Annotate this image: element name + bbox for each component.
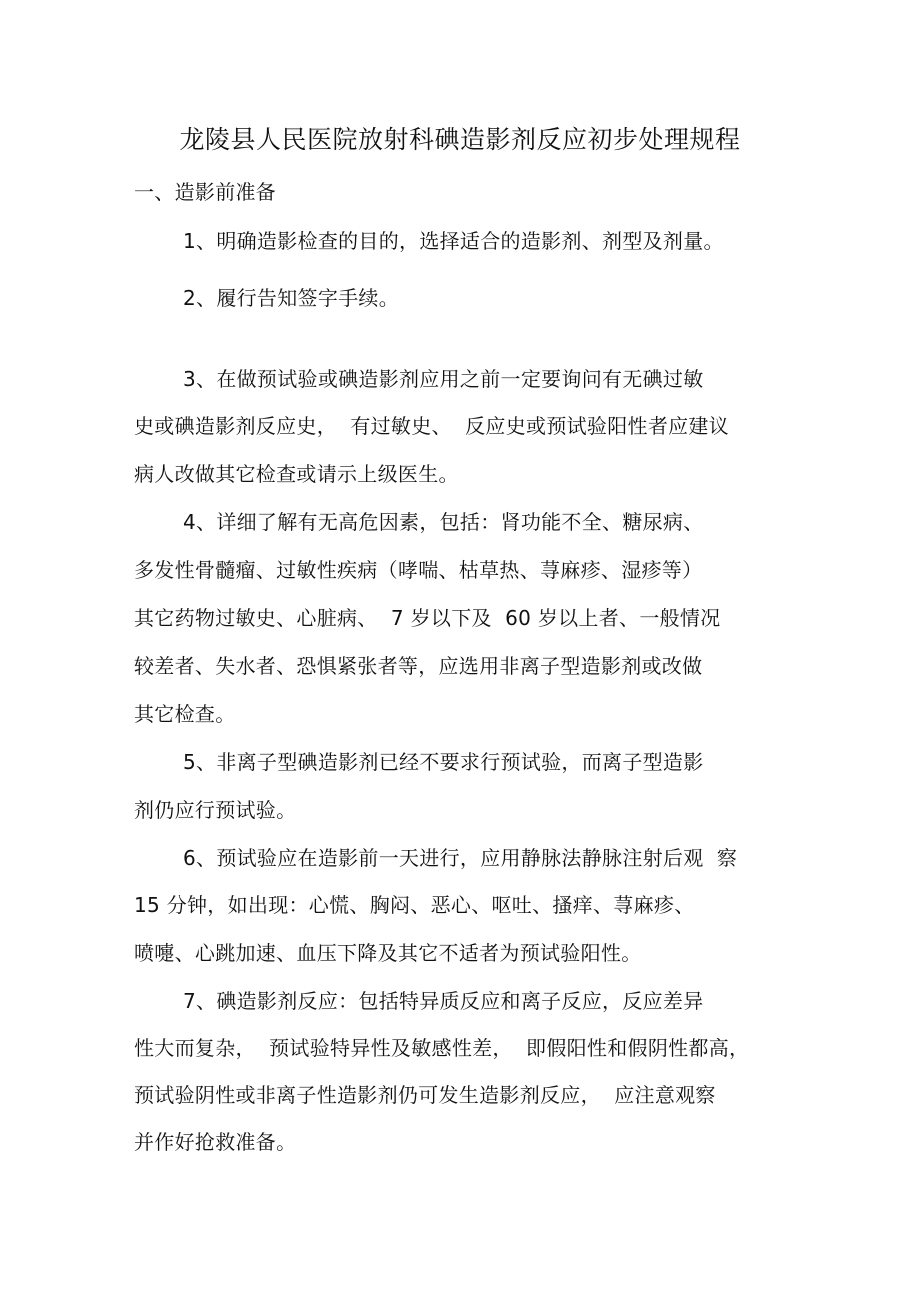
- item-2-line-1: 2、履行告知签字手续。: [183, 286, 400, 310]
- item-4-line-1: 4、详细了解有无高危因素，包括：肾功能不全、糖尿病、: [183, 510, 704, 534]
- item-4-line-5: 其它检查。: [134, 702, 236, 726]
- item-6-line-3: 喷嚏、心跳加速、血压下降及其它不适者为预试验阳性。: [134, 941, 642, 965]
- section-heading: 一、造影前准备: [134, 180, 277, 204]
- item-3-line-3: 病人改做其它检查或请示上级医生。: [134, 462, 459, 486]
- item-7-line-4: 并作好抢救准备。: [134, 1130, 297, 1154]
- item-6-line-1: 6、预试验应在造影前一天进行，应用静脉法静脉注射后观 察: [183, 846, 738, 870]
- item-7-line-1: 7、碘造影剂反应：包括特异质反应和离子反应，反应差异: [183, 989, 704, 1013]
- item-3-line-2: 史或碘造影剂反应史， 有过敏史、 反应史或预试验阳性者应建议: [134, 414, 730, 438]
- item-7-line-3: 预试验阴性或非离子性造影剂仍可发生造影剂反应， 应注意观察: [134, 1083, 716, 1107]
- item-7-line-2: 性大而复杂， 预试验特异性及敏感性差， 即假阳性和假阴性都高，: [134, 1036, 750, 1060]
- item-4-line-2: 多发性骨髓瘤、过敏性疾病（哮喘、枯草热、荨麻疹、湿疹等）: [134, 558, 703, 582]
- item-5-line-2: 剂仍应行预试验。: [134, 798, 297, 822]
- item-3-line-1: 3、在做预试验或碘造影剂应用之前一定要询问有无碘过敏: [183, 367, 704, 391]
- item-6-line-2: 15 分钟，如出现：心慌、胸闷、恶心、呕吐、搔痒、荨麻疹、: [134, 893, 695, 917]
- item-1-line-1: 1、明确造影检查的目的，选择适合的造影剂、剂型及剂量。: [183, 229, 724, 253]
- document-title: 龙陵县人民医院放射科碘造影剂反应初步处理规程: [179, 125, 741, 154]
- item-4-line-4: 较差者、失水者、恐惧紧张者等，应选用非离子型造影剂或改做: [134, 654, 703, 678]
- item-5-line-1: 5、非离子型碘造影剂已经不要求行预试验，而离子型造影: [183, 750, 704, 774]
- item-4-line-3: 其它药物过敏史、心脏病、 7 岁以下及 60 岁以上者、一般情况: [134, 606, 721, 630]
